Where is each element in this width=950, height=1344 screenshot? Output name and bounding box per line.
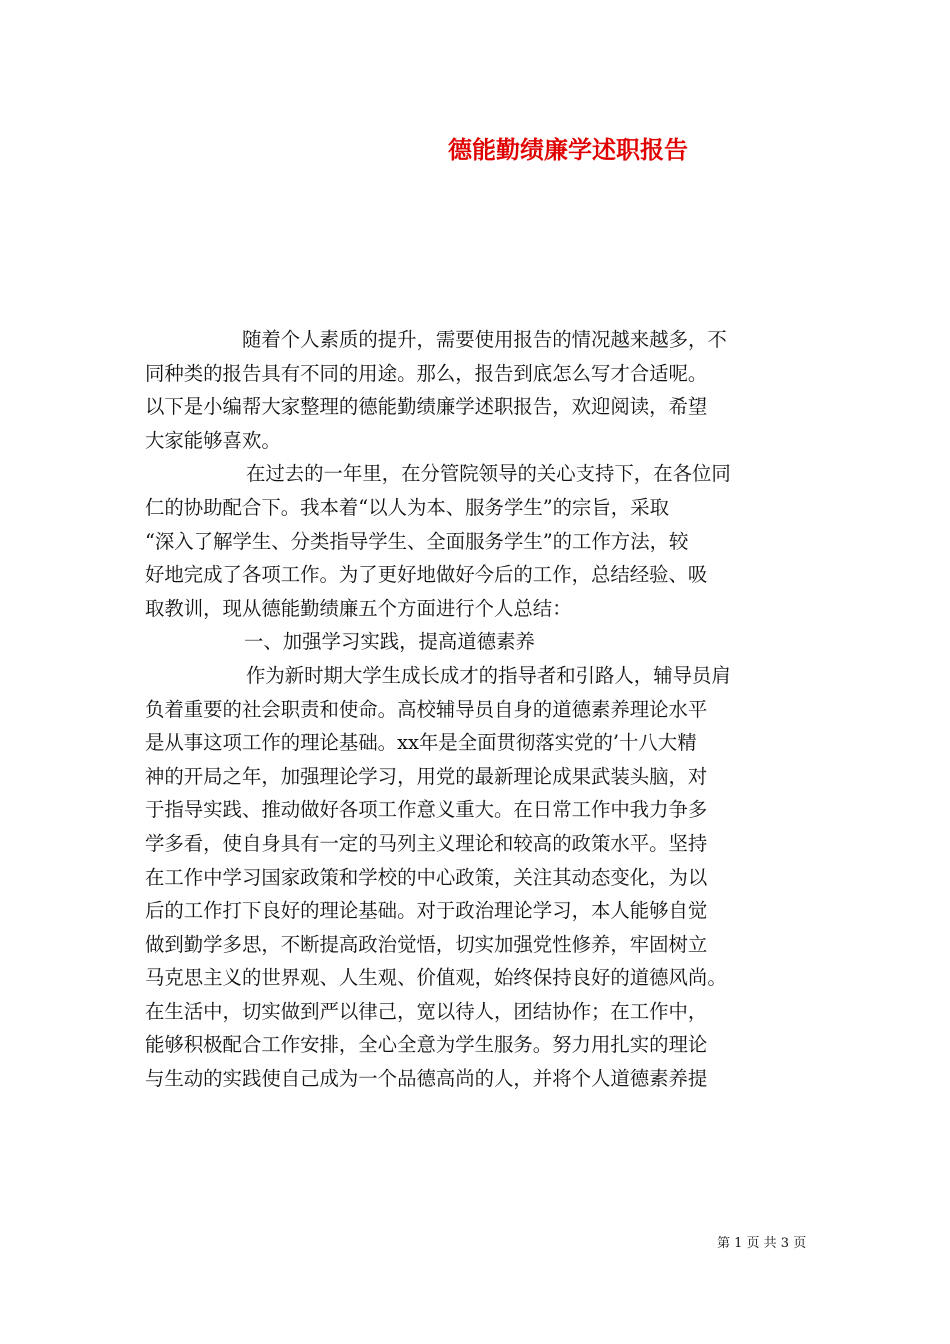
- document-body: [145, 323, 807, 1096]
- paragraph-line: 作为新时期大学生成长成才的指导者和引路人，辅导员肩: [246, 663, 731, 687]
- paragraph-line: 与生动的实践使自己成为一个品德高尚的人，并将个人道德素养提: [145, 1067, 708, 1091]
- section-heading: 一、加强学习实践，提高道德素养: [244, 630, 535, 654]
- paragraph-line: 是从事这项工作的理论基础。xx年是全面贯彻落实党的’十八大精: [145, 731, 697, 755]
- paragraph-line: 神的开局之年，加强理论学习，用党的最新理论成果武装头脑，对: [145, 764, 708, 788]
- paragraph-line: 好地完成了各项工作。为了更好地做好今后的工作，总结经验、吸: [145, 563, 708, 587]
- paragraph-line: 大家能够喜欢。: [145, 428, 281, 452]
- paragraph-line: 以下是小编帮大家整理的德能勤绩廉学述职报告，欢迎阅读，希望: [145, 395, 708, 419]
- paragraph-line: 后的工作打下良好的理论基础。对于政治理论学习，本人能够自觉: [145, 899, 708, 923]
- paragraph-line: 在工作中学习国家政策和学校的中心政策，关注其动态变化，为以: [145, 865, 708, 889]
- paragraph-line: 在过去的一年里，在分管院领导的关心支持下，在各位同: [246, 462, 731, 486]
- paragraph-line: 于指导实践、推动做好各项工作意义重大。在日常工作中我力争多: [145, 798, 708, 822]
- paragraph-line: 学多看，使自身具有一定的马列主义理论和较高的政策水平。坚持: [145, 831, 708, 855]
- paragraph-line: 随着个人素质的提升，需要使用报告的情况越来越多，不: [242, 328, 727, 351]
- paragraph-line: 负着重要的社会职责和使命。高校辅导员自身的道德素养理论水平: [145, 697, 708, 721]
- paragraph-line: 仁的协助配合下。我本着“以人为本、服务学生”的宗旨，采取: [145, 495, 669, 519]
- document-title: 德能勤绩廉学述职报告: [448, 135, 688, 164]
- page-number-footer: 第 1 页 共 3 页: [717, 1236, 807, 1251]
- paragraph-line: 同种类的报告具有不同的用途。那么，报告到底怎么写才合适呢。: [145, 361, 708, 385]
- paragraph-line: 在生活中，切实做到严以律己，宽以待人，团结协作；在工作中，: [145, 999, 708, 1023]
- paragraph-line: 马克思主义的世界观、人生观、价值观，始终保持良好的道德风尚。: [145, 966, 727, 990]
- paragraph-line: 取教训，现从德能勤绩廉五个方面进行个人总结：: [145, 596, 572, 620]
- paragraph-line: “深入了解学生、分类指导学生、全面服务学生”的工作方法，较: [145, 529, 689, 553]
- paragraph-line: 做到勤学多思，不断提高政治觉悟，切实加强党性修养，牢固树立: [145, 932, 708, 956]
- paragraph-line: 能够积极配合工作安排，全心全意为学生服务。努力用扎实的理论: [145, 1033, 708, 1057]
